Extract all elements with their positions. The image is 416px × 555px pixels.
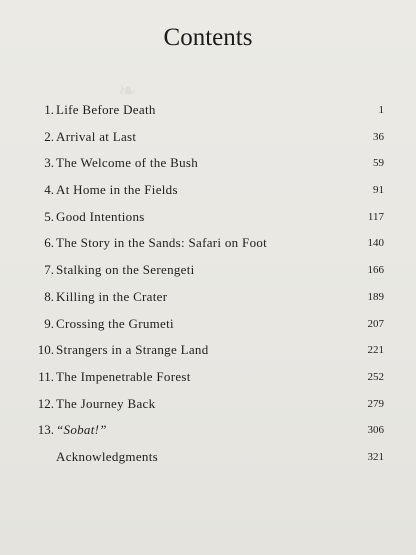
chapter-number: 9. xyxy=(44,315,54,331)
page-number: 189 xyxy=(367,290,384,303)
toc-entry xyxy=(0,448,416,475)
chapter-title: Crossing the Grumeti xyxy=(56,315,174,331)
toc-entry xyxy=(0,341,416,368)
chapter-number: 8. xyxy=(44,288,54,304)
page-number: 279 xyxy=(367,397,384,410)
chapter-title: Acknowledgments xyxy=(56,448,158,464)
toc-entry xyxy=(0,261,416,288)
toc-entry xyxy=(0,208,416,235)
chapter-number: 11. xyxy=(38,368,54,384)
toc-entry xyxy=(0,395,416,422)
chapter-title: At Home in the Fields xyxy=(56,182,178,198)
chapter-title: “Sobat!” xyxy=(56,422,107,438)
chapter-number: 10. xyxy=(37,342,54,358)
toc-entry xyxy=(0,101,416,128)
chapter-number: 7. xyxy=(44,262,54,278)
chapter-number: 13. xyxy=(37,422,54,438)
toc-entry xyxy=(0,234,416,261)
page-number: 36 xyxy=(373,130,384,143)
toc-entry xyxy=(0,315,416,342)
chapter-title: The Welcome of the Bush xyxy=(56,155,199,171)
toc-entry xyxy=(0,128,416,155)
chapter-number: 4. xyxy=(44,182,54,198)
chapter-title: Good Intentions xyxy=(56,208,145,224)
chapter-title: The Story in the Sands: Safari on Foot xyxy=(56,235,268,251)
table-of-contents xyxy=(0,101,416,475)
page-number: 140 xyxy=(367,237,384,250)
chapter-number: 1. xyxy=(44,102,54,117)
chapter-title: Strangers in a Strange Land xyxy=(56,342,209,358)
chapter-title: Life Before Death xyxy=(56,102,156,117)
page-number: 207 xyxy=(367,317,384,330)
chapter-number: 3. xyxy=(44,155,54,171)
page-number: 166 xyxy=(367,264,384,277)
chapter-number: 12. xyxy=(37,395,54,411)
page-number: 306 xyxy=(367,424,384,437)
chapter-number: 2. xyxy=(44,128,54,144)
chapter-title: Arrival at Last xyxy=(56,128,137,144)
chapter-title: The Journey Back xyxy=(56,395,156,411)
page-number: 1 xyxy=(378,104,384,116)
chapter-title: Stalking on the Serengeti xyxy=(56,262,195,278)
toc-entry xyxy=(0,421,416,448)
page-number: 252 xyxy=(367,370,384,383)
page-number: 59 xyxy=(373,157,384,170)
show-through-text: ❧ xyxy=(118,78,137,103)
page-title: Contents xyxy=(163,24,253,51)
page-number: 221 xyxy=(367,344,384,357)
page-number: 91 xyxy=(373,184,384,197)
page-number: 321 xyxy=(367,450,384,463)
page-number: 117 xyxy=(367,210,384,223)
toc-entry xyxy=(0,288,416,315)
toc-entry xyxy=(0,368,416,395)
chapter-number: 6. xyxy=(44,235,54,251)
chapter-number: 5. xyxy=(44,208,54,224)
chapter-title: The Impenetrable Forest xyxy=(56,368,191,384)
toc-entry xyxy=(0,154,416,181)
chapter-title: Killing in the Crater xyxy=(56,288,168,304)
toc-entry xyxy=(0,181,416,208)
